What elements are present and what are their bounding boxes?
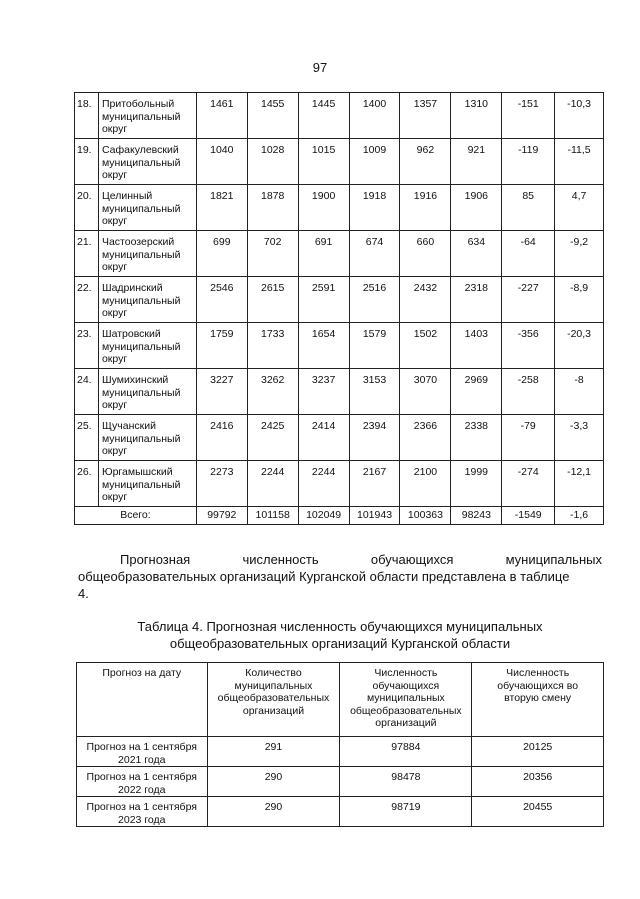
value-cell: 691 [298,231,349,277]
district-name-line: округ [101,261,128,273]
district-name-line: муниципальный [101,294,181,307]
district-name-line: округ [101,353,128,365]
total-value-cell: 101943 [349,507,400,525]
forecast-date [77,797,208,827]
row-index: 25. [75,415,99,461]
total-value-cell: -1549 [502,507,555,525]
forecast-table [76,662,604,827]
table-row [77,797,604,827]
column-header-line: муниципальных [234,679,313,692]
value-cell: 1009 [349,139,400,185]
forecast-date-line: Прогноз на 1 сентября [86,771,197,783]
column-header-line: Прогноз на дату [102,667,182,679]
value-cell: 2969 [451,369,502,415]
row-index: 18. [75,93,99,139]
column-header-line: Численность [374,667,438,679]
value-cell: 2100 [400,461,451,507]
forecast-date-line: 2023 года [118,813,166,826]
value-cell: 2516 [349,277,400,323]
value-cell: -79 [502,415,555,461]
forecast-date [77,737,208,767]
value-cell: 1015 [298,139,349,185]
district-name [98,415,196,461]
value-cell: 1999 [451,461,502,507]
value-cell: 1357 [400,93,451,139]
total-value-cell: 99792 [196,507,247,525]
value-cell: 702 [247,231,298,277]
column-header-line: обучающихся [372,679,440,692]
row-index: 26. [75,461,99,507]
student-count-cell: 98719 [340,797,472,827]
paragraph-word: муниципальных [505,552,602,567]
district-name [98,231,196,277]
district-name-line: округ [101,445,128,457]
table-row [75,93,604,139]
district-name-line: округ [101,123,128,135]
value-cell: -8,9 [555,277,604,323]
value-cell: 962 [400,139,451,185]
table-row [75,369,604,415]
second-shift-cell: 20356 [472,767,604,797]
total-value-cell: -1,6 [555,507,604,525]
district-name-line: округ [101,215,128,227]
student-count-cell: 97884 [340,737,472,767]
value-cell: -356 [502,323,555,369]
value-cell: 1310 [451,93,502,139]
value-cell: 2318 [451,277,502,323]
district-name-line: муниципальный [101,340,181,353]
value-cell: -8 [555,369,604,415]
district-name-line: муниципальный [101,248,181,261]
value-cell: 2414 [298,415,349,461]
value-cell: 2244 [247,461,298,507]
district-name [98,277,196,323]
value-cell: 1502 [400,323,451,369]
district-name [98,369,196,415]
value-cell: 2394 [349,415,400,461]
value-cell: 1759 [196,323,247,369]
value-cell: 660 [400,231,451,277]
table-row [75,415,604,461]
value-cell: 1821 [196,185,247,231]
column-header [207,663,340,737]
value-cell: 1400 [349,93,400,139]
districts-table [74,92,604,525]
org-count-cell: 290 [207,797,340,827]
value-cell: 4,7 [555,185,604,231]
district-name-line: Шадринский [101,282,163,294]
value-cell: -11,5 [555,139,604,185]
paragraph-line-1 [78,551,602,568]
forecast-date [77,767,208,797]
student-count-cell: 98478 [340,767,472,797]
table-4-caption [78,618,602,652]
value-cell: 674 [349,231,400,277]
value-cell: 699 [196,231,247,277]
table-row [75,231,604,277]
district-name-line: муниципальный [101,156,181,169]
district-name [98,185,196,231]
org-count-cell: 290 [207,767,340,797]
value-cell: 2244 [298,461,349,507]
value-cell: 1461 [196,93,247,139]
value-cell: 2338 [451,415,502,461]
district-name-line: округ [101,399,128,411]
row-index: 19. [75,139,99,185]
header-row [77,663,604,737]
paragraph-word: Прогнозная [120,552,191,567]
forecast-date-line: Прогноз на 1 сентября [86,741,197,753]
value-cell: 2591 [298,277,349,323]
column-header-line: организаций [375,717,437,729]
district-name [98,139,196,185]
table-row [75,461,604,507]
column-header-line: Численность [506,667,570,679]
value-cell: 2615 [247,277,298,323]
value-cell: 2167 [349,461,400,507]
row-index: 22. [75,277,99,323]
value-cell: 1455 [247,93,298,139]
caption-line-1: Таблица 4. Прогнозная численность обучающихся муниципальных [137,619,543,634]
value-cell: 2273 [196,461,247,507]
second-shift-cell: 20125 [472,737,604,767]
value-cell: -3,3 [555,415,604,461]
district-name-line: округ [101,307,128,319]
district-name [98,93,196,139]
caption-line-2: общеобразовательных организаций Курганской области [169,636,511,651]
value-cell: -10,3 [555,93,604,139]
table-row [77,737,604,767]
total-label: Всего: [75,507,197,525]
value-cell: 1040 [196,139,247,185]
column-header-line: Количество [245,667,302,679]
value-cell: -274 [502,461,555,507]
value-cell: 1445 [298,93,349,139]
column-header-line: общеобразовательных [217,692,330,704]
district-name-line: муниципальный [101,386,181,399]
district-name-line: Щучанский [101,420,156,432]
value-cell: 3153 [349,369,400,415]
paragraph-word: обучающихся [370,552,454,567]
forecast-date-line: 2021 года [118,753,166,766]
value-cell: -64 [502,231,555,277]
second-shift-cell: 20455 [472,797,604,827]
value-cell: 2366 [400,415,451,461]
value-cell: 1733 [247,323,298,369]
value-cell: -9,2 [555,231,604,277]
column-header-line: организаций [242,704,305,717]
district-name [98,323,196,369]
column-header-line: обучающихся во [497,679,579,692]
district-name-line: муниципальный [101,432,181,445]
district-name-line: Целинный [101,190,153,202]
value-cell: 2432 [400,277,451,323]
value-cell: 2425 [247,415,298,461]
value-cell: 1906 [451,185,502,231]
paragraph-line-2: общеобразовательных организаций Курганской области представлена в таблице [78,569,570,584]
value-cell: 1579 [349,323,400,369]
value-cell: 3237 [298,369,349,415]
district-name-line: округ [101,491,128,503]
value-cell: 3262 [247,369,298,415]
value-cell: 2546 [196,277,247,323]
total-value-cell: 102049 [298,507,349,525]
paragraph-line-3: 4. [78,586,89,601]
value-cell: -12,1 [555,461,604,507]
value-cell: 634 [451,231,502,277]
total-value-cell: 98243 [451,507,502,525]
value-cell: -20,3 [555,323,604,369]
table-row [75,185,604,231]
paragraph-word: численность [242,552,319,567]
district-name-line: муниципальный [101,202,181,215]
table-row [75,277,604,323]
district-name-line: Частоозерский [101,236,175,248]
value-cell: 3070 [400,369,451,415]
value-cell: 1916 [400,185,451,231]
value-cell: 1900 [298,185,349,231]
forecast-date-line: Прогноз на 1 сентября [86,801,197,813]
district-name-line: муниципальный [101,110,181,123]
total-value-cell: 101158 [247,507,298,525]
district-name-line: Юргамышский [101,466,173,478]
district-name-line: Шумихинский [101,374,169,386]
total-value-cell: 100363 [400,507,451,525]
district-name-line: Притобольный [101,98,175,110]
value-cell: -119 [502,139,555,185]
page-number: 97 [312,60,328,75]
district-name-line: округ [101,169,128,181]
value-cell: 3227 [196,369,247,415]
district-name-line: муниципальный [101,478,181,491]
row-index: 20. [75,185,99,231]
value-cell: 85 [502,185,555,231]
forecast-paragraph [78,551,602,602]
forecast-date-line: 2022 года [118,783,166,796]
column-header [472,663,604,737]
value-cell: 2416 [196,415,247,461]
value-cell: -151 [502,93,555,139]
value-cell: 1654 [298,323,349,369]
column-header [340,663,472,737]
total-row [75,507,604,525]
column-header-line: общеобразовательных [350,704,462,717]
table-row [75,323,604,369]
value-cell: 1028 [247,139,298,185]
column-header-line: вторую смену [504,692,572,704]
row-index: 24. [75,369,99,415]
table-row [77,767,604,797]
value-cell: 921 [451,139,502,185]
value-cell: 1918 [349,185,400,231]
district-name [98,461,196,507]
column-header [77,663,208,737]
value-cell: -258 [502,369,555,415]
org-count-cell: 291 [207,737,340,767]
district-name-line: Сафакулевский [101,144,179,156]
value-cell: -227 [502,277,555,323]
value-cell: 1878 [247,185,298,231]
value-cell: 1403 [451,323,502,369]
row-index: 23. [75,323,99,369]
column-header-line: муниципальных [366,692,445,704]
table-row [75,139,604,185]
district-name-line: Шатровский [101,328,161,340]
row-index: 21. [75,231,99,277]
